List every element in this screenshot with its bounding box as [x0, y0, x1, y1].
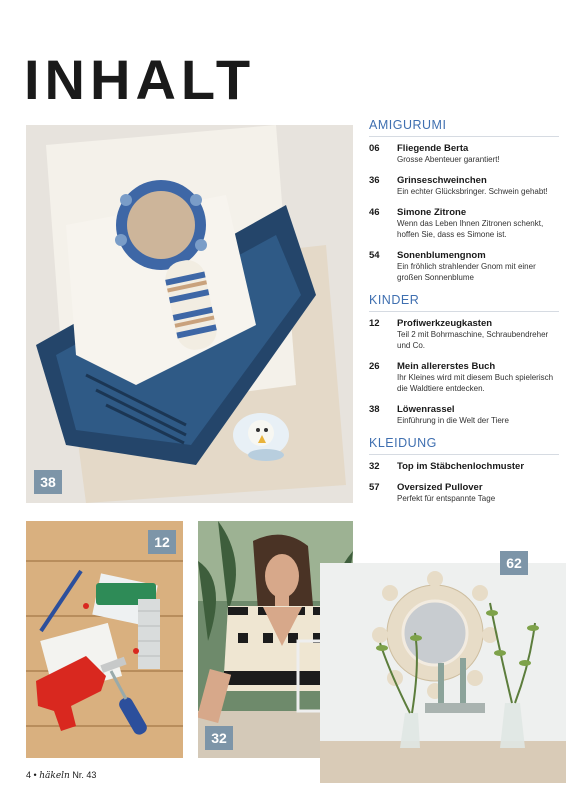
issue-number: Nr. 43 — [72, 770, 97, 780]
page-badge-12: 12 — [148, 530, 176, 554]
toc-entry[interactable] — [369, 361, 559, 394]
toc-entry-title: Fliegende Berta — [397, 143, 469, 154]
tool-kit-photo — [26, 521, 183, 758]
section-heading: AMIGURUMI — [369, 118, 559, 137]
page-footer — [26, 770, 96, 781]
toc-entry[interactable] — [369, 404, 559, 426]
toc-entry-desc: Grosse Abenteuer garantiert! — [397, 155, 500, 164]
toc-entry-title: Mein allererstes Buch — [397, 361, 496, 372]
toc-page-number: 54 — [369, 250, 380, 261]
toc-entry-title: Profiwerkzeugkasten — [397, 318, 493, 329]
tool-kit-illustration — [26, 521, 183, 758]
toc-entry[interactable] — [369, 318, 559, 351]
toc-entry[interactable] — [369, 207, 559, 240]
lion-rattle-illustration — [26, 125, 353, 503]
table-of-contents — [369, 118, 559, 514]
page-number: 4 — [26, 770, 32, 780]
footer-bullet: • — [33, 770, 37, 780]
page-badge-38: 38 — [34, 470, 62, 494]
toc-page-number: 36 — [369, 175, 380, 186]
toc-entry-title: Simone Zitrone — [397, 207, 467, 218]
watermark: PassionForum.ru — [473, 783, 556, 794]
toc-entry-title: Grinseschweinchen — [397, 175, 487, 186]
toc-entry-title: Löwenrassel — [397, 404, 455, 415]
toc-entry-desc: Ein echter Glücksbringer. Schwein gehabt! — [397, 187, 548, 196]
magazine-brand: häkeln — [39, 771, 70, 781]
toc-page-number: 46 — [369, 207, 380, 218]
toc-entry[interactable] — [369, 143, 559, 165]
toc-entry-title: Sonenblumengnom — [397, 250, 486, 261]
toc-page-number: 06 — [369, 143, 380, 154]
toc-page-number: 57 — [369, 482, 380, 493]
toc-entry[interactable] — [369, 461, 559, 472]
toc-entry-title: Oversized Pullover — [397, 482, 483, 493]
toc-entry-desc: Einführung in die Welt der Tiere — [397, 416, 509, 425]
page-badge-62: 62 — [500, 551, 528, 575]
page-title: INHALT — [24, 48, 256, 111]
section-heading: KLEIDUNG — [369, 436, 559, 455]
toc-entry-desc: Ein fröhlich strahlender Gnom mit einer großen Sonnenblume — [397, 262, 536, 282]
macrame-mirror-illustration — [320, 563, 566, 783]
toc-entry-desc: Ihr Kleines wird mit diesem Buch spielerisch die Waldtiere entdecken. — [397, 373, 554, 393]
toc-entry[interactable] — [369, 175, 559, 197]
toc-page-number: 38 — [369, 404, 380, 415]
lion-rattle-photo — [26, 125, 353, 503]
toc-page-number: 32 — [369, 461, 380, 472]
toc-entry-desc: Perfekt für entspannte Tage — [397, 494, 496, 503]
toc-entry[interactable] — [369, 482, 559, 504]
toc-entry-desc: Wenn das Leben Ihnen Zitronen schenkt, hoffen Sie, dass es Simone ist. — [397, 219, 544, 239]
toc-entry[interactable] — [369, 250, 559, 283]
toc-entry-desc: Teil 2 mit Bohrmaschine, Schraubendreher und Co. — [397, 330, 549, 350]
toc-entry-title: Top im Stäbchenlochmuster — [397, 461, 525, 472]
toc-page-number: 12 — [369, 318, 380, 329]
toc-page-number: 26 — [369, 361, 380, 372]
macrame-mirror-photo — [320, 563, 566, 783]
page-badge-32: 32 — [205, 726, 233, 750]
section-heading: KINDER — [369, 293, 559, 312]
